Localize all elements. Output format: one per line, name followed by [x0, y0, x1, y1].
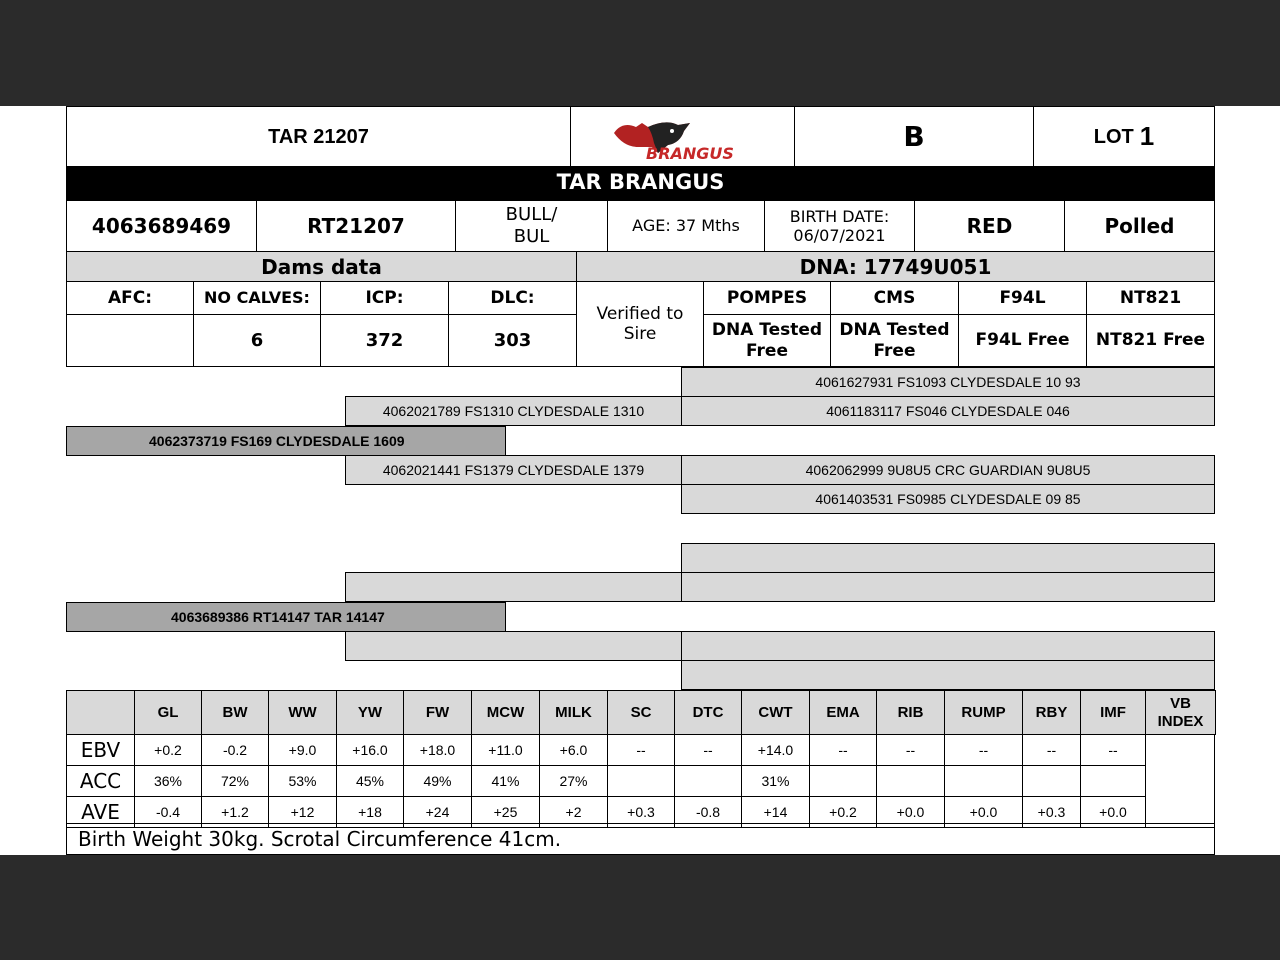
animal-age: AGE: 37 Mths — [607, 200, 765, 252]
ebv-cell — [876, 765, 945, 797]
lot-box — [1033, 106, 1215, 167]
ebv-cell: +14.0 — [741, 734, 810, 766]
dna-result-f94l: F94L Free — [958, 314, 1087, 367]
pedigree-sire-sire-dam: 4061183117 FS046 CLYDESDALE 046 — [681, 396, 1215, 426]
ebv-cell: -- — [607, 734, 675, 766]
dams-value-dlc: 303 — [448, 314, 577, 367]
catalogue-sheet — [0, 106, 1280, 855]
pedigree-dam-dam-sire — [681, 631, 1215, 661]
ebv-cell: +0.3 — [1022, 796, 1081, 828]
ebv-cell: 72% — [201, 765, 269, 797]
ebv-cell: +1.2 — [201, 796, 269, 828]
ebv-vb-index-value — [1145, 734, 1215, 828]
animal-tag: TAR 21207 — [66, 106, 571, 167]
ebv-cell: 36% — [134, 765, 202, 797]
animal-sex: BULL/ BUL — [455, 200, 608, 252]
pedigree-dam-sire-sire — [681, 543, 1215, 573]
dna-result-pompes: DNA Tested Free — [703, 314, 831, 367]
dams-header-afc: AFC: — [66, 281, 194, 315]
ebv-cell: +12 — [268, 796, 337, 828]
ebv-cell: +0.0 — [1080, 796, 1146, 828]
ebv-cell: -- — [809, 734, 877, 766]
pedigree-sire-dam-sire: 4062062999 9U8U5 CRC GUARDIAN 9U8U5 — [681, 455, 1215, 485]
brangus-logo — [570, 106, 795, 167]
pedigree-sire: 4062373719 FS169 CLYDESDALE 1609 — [66, 426, 506, 456]
ebv-cell: -- — [1022, 734, 1081, 766]
pedigree-sire-dam-dam: 4061403531 FS0985 CLYDESDALE 09 85 — [681, 484, 1215, 514]
ebv-cell: -- — [876, 734, 945, 766]
dna-verified: Verified to Sire — [576, 281, 704, 367]
dna-test-pompes: POMPES — [703, 281, 831, 315]
ebv-cell: -0.2 — [201, 734, 269, 766]
dams-value-icp: 372 — [320, 314, 449, 367]
pedigree-dam-sire — [345, 572, 682, 602]
dams-header-dlc: DLC: — [448, 281, 577, 315]
ebv-header-rby: RBY — [1022, 690, 1081, 735]
ebv-cell: +24 — [403, 796, 472, 828]
ebv-cell: +18 — [336, 796, 404, 828]
ebv-header-sc: SC — [607, 690, 675, 735]
ebv-header-dtc: DTC — [674, 690, 742, 735]
ebv-cell: -- — [1080, 734, 1146, 766]
ebv-header-bw: BW — [201, 690, 269, 735]
ebv-cell: +18.0 — [403, 734, 472, 766]
ebv-header-ema: EMA — [809, 690, 877, 735]
ebv-cell: +25 — [471, 796, 540, 828]
dams-header-icp: ICP: — [320, 281, 449, 315]
dams-value-no-calves: 6 — [193, 314, 321, 367]
pedigree-sire-sire: 4062021789 FS1310 CLYDESDALE 1310 — [345, 396, 682, 426]
pedigree-dam-sire-dam — [681, 572, 1215, 602]
dams-header-no-calves: NO CALVES: — [193, 281, 321, 315]
ebv-cell: +16.0 — [336, 734, 404, 766]
ebv-cell — [607, 765, 675, 797]
ebv-cell: +0.0 — [876, 796, 945, 828]
ebv-header-fw: FW — [403, 690, 472, 735]
ebv-cell: +11.0 — [471, 734, 540, 766]
ebv-cell: 45% — [336, 765, 404, 797]
dna-heading: DNA: 17749U051 — [576, 251, 1215, 282]
animal-colour: RED — [914, 200, 1065, 252]
dams-heading: Dams data — [66, 251, 577, 282]
animal-horn: Polled — [1064, 200, 1215, 252]
ebv-cell: -- — [944, 734, 1023, 766]
ebv-cell: +9.0 — [268, 734, 337, 766]
ebv-cell — [1080, 765, 1146, 797]
ebv-cell: 31% — [741, 765, 810, 797]
ebv-header-rib: RIB — [876, 690, 945, 735]
ebv-cell — [674, 765, 742, 797]
ebv-cell: 41% — [471, 765, 540, 797]
ebv-header-blank — [66, 690, 135, 735]
ebv-cell: 49% — [403, 765, 472, 797]
pedigree-sire-sire-sire: 4061627931 FS1093 CLYDESDALE 10 93 — [681, 367, 1215, 397]
birth-date: BIRTH DATE: 06/07/2021 — [764, 200, 915, 252]
ebv-cell: +14 — [741, 796, 810, 828]
ebv-cell: +0.2 — [134, 734, 202, 766]
ebv-cell — [944, 765, 1023, 797]
ebv-header-rump: RUMP — [944, 690, 1023, 735]
ebv-cell: +0.2 — [809, 796, 877, 828]
brangus-logo-icon — [608, 113, 758, 161]
ebv-row-label-ave: AVE — [66, 796, 135, 828]
ebv-row-label-ebv: EBV — [66, 734, 135, 766]
ebv-header-mcw: MCW — [471, 690, 540, 735]
ebv-cell: +2 — [539, 796, 608, 828]
ebv-header-ww: WW — [268, 690, 337, 735]
comments: Birth Weight 30kg. Scrotal Circumference 41cm. — [66, 823, 1215, 855]
ebv-header-gl: GL — [134, 690, 202, 735]
ebv-row-label-acc: ACC — [66, 765, 135, 797]
dna-test-nt821: NT821 — [1086, 281, 1215, 315]
ebv-header-imf: IMF — [1080, 690, 1146, 735]
animal-tattoo: RT21207 — [256, 200, 456, 252]
ebv-cell — [809, 765, 877, 797]
dams-value-afc — [66, 314, 194, 367]
ebv-header-yw: YW — [336, 690, 404, 735]
ebv-cell: 53% — [268, 765, 337, 797]
pedigree-dam-dam — [345, 631, 682, 661]
dna-result-cms: DNA Tested Free — [830, 314, 959, 367]
ebv-header-milk: MILK — [539, 690, 608, 735]
dna-result-nt821: NT821 Free — [1086, 314, 1215, 367]
ebv-cell: -0.8 — [674, 796, 742, 828]
pedigree-dam: 4063689386 RT14147 TAR 14147 — [66, 602, 506, 632]
svg-text:BRANGUS: BRANGUS — [645, 143, 734, 161]
grade: B — [794, 106, 1034, 167]
ebv-header-vb-index: VB INDEX — [1145, 690, 1216, 735]
breeder-banner: TAR BRANGUS — [66, 166, 1215, 200]
ebv-cell — [1022, 765, 1081, 797]
lot-number: 1 — [1139, 120, 1155, 151]
lot-label: LOT — [1093, 125, 1134, 148]
ebv-cell: -- — [674, 734, 742, 766]
ebv-cell: +6.0 — [539, 734, 608, 766]
animal-id: 4063689469 — [66, 200, 257, 252]
pedigree-dam-dam-dam — [681, 660, 1215, 690]
pedigree-sire-dam: 4062021441 FS1379 CLYDESDALE 1379 — [345, 455, 682, 485]
ebv-header-cwt: CWT — [741, 690, 810, 735]
ebv-cell: -0.4 — [134, 796, 202, 828]
dna-test-f94l: F94L — [958, 281, 1087, 315]
ebv-cell: 27% — [539, 765, 608, 797]
ebv-cell: +0.0 — [944, 796, 1023, 828]
dna-test-cms: CMS — [830, 281, 959, 315]
ebv-cell: +0.3 — [607, 796, 675, 828]
